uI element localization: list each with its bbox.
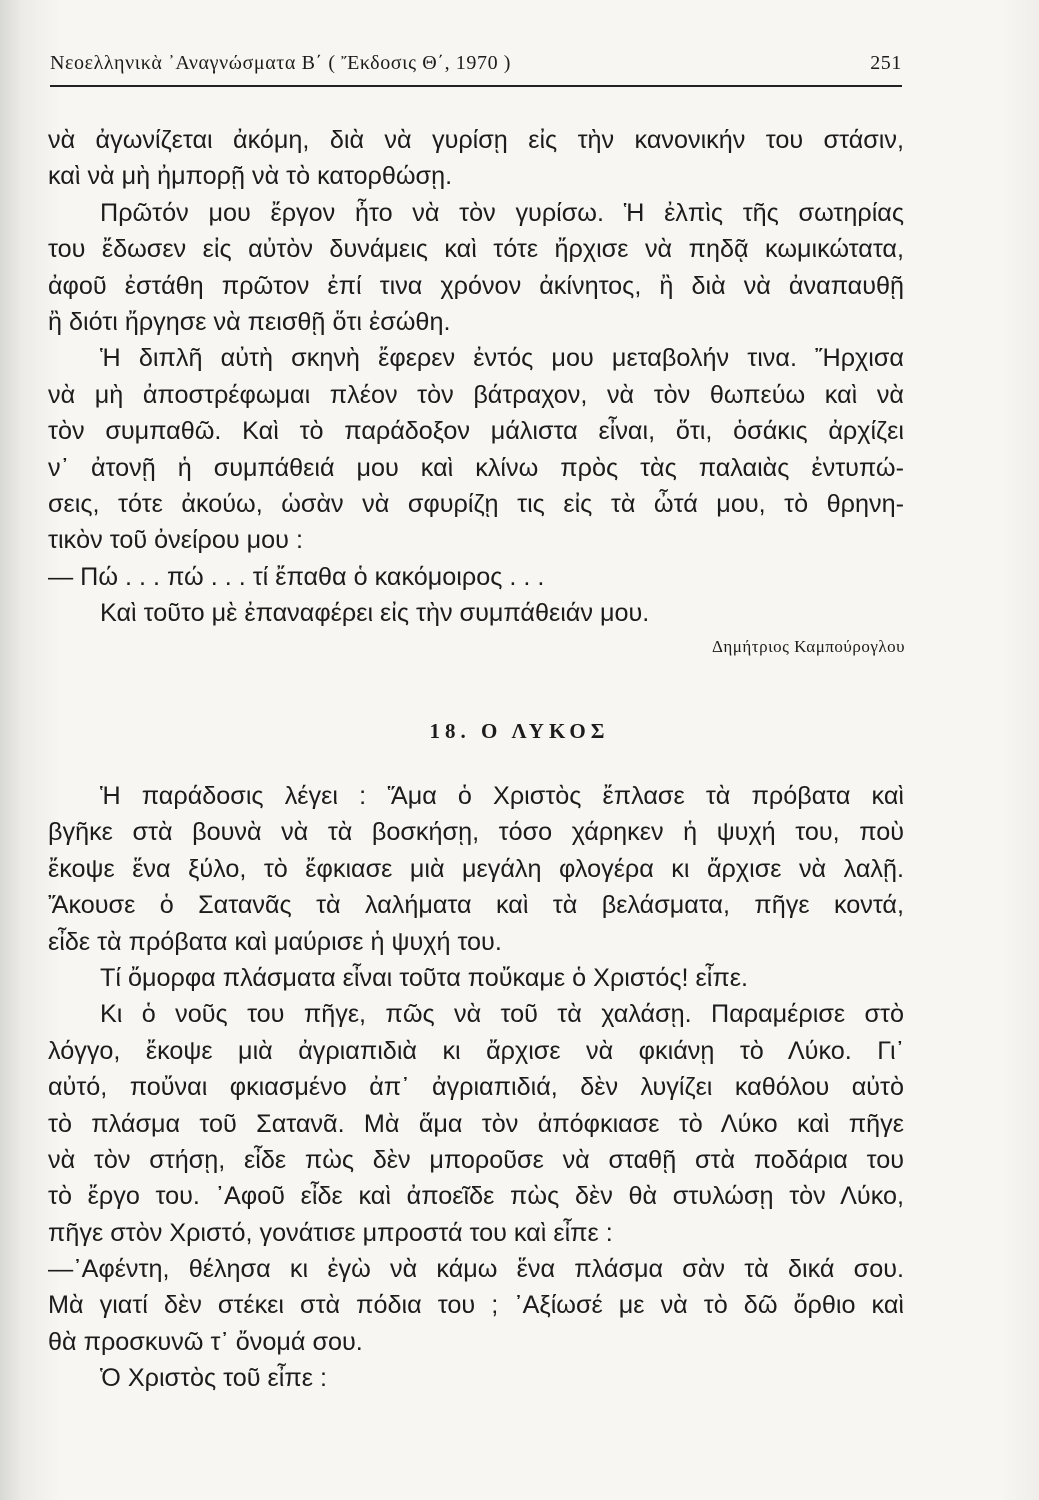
text-line: τὸ ἔργο του. ᾿Αφοῦ εἶδε καὶ ἀποεῖδε πὼς δὲν θὰ στυλώσῃ τὸν Λύκο, <box>48 1182 904 1211</box>
text-line: σεις, τότε ἀκούω, ὡσὰν νὰ σφυρίζῃ τις εἰς τὰ ὦτά μου, τὸ θρηνη- <box>48 489 904 518</box>
text-line: Ἡ διπλῆ αὐτὴ σκηνὴ ἔφερεν ἐντός μου μεταβολήν τινα. Ἤρχισα <box>100 344 904 373</box>
text-line: Ἄκουσε ὁ Σατανᾶς τὰ λαλήματα καὶ τὰ βελάσματα, πῆγε κοντά, <box>48 891 904 920</box>
text-line: Καὶ τοῦτο μὲ ἐπαναφέρει εἰς τὴν συμπάθειάν μου. <box>100 599 650 628</box>
text-line: Ὁ Χριστὸς τοῦ εἶπε : <box>100 1364 327 1393</box>
text-line: τικὸν τοῦ ὀνείρου μου : <box>48 526 303 555</box>
text-line: Πρῶτόν μου ἔργον ἦτο νὰ τὸν γυρίσω. Ἡ ἐλπὶς τῆς σωτηρίας <box>100 198 904 227</box>
text-line: νὰ τὸν στήσῃ, εἶδε πὼς δὲν μποροῦσε νὰ σταθῇ στὰ ποδάρια του <box>48 1145 904 1174</box>
running-header <box>50 44 902 80</box>
text-line: Ἡ παράδοσις λέγει : Ἅμα ὁ Χριστὸς ἔπλασε τὰ πρόβατα καὶ <box>100 782 904 810</box>
text-line: βγῆκε στὰ βουνὰ νὰ τὰ βοσκήσῃ, τόσο χάρηκεν ἡ ψυχή του, ποὺ <box>48 818 904 847</box>
text-line: νὰ μὴ ἀποστρέφωμαι πλέον τὸν βάτραχον, νὰ τὸν θωπεύω καὶ νὰ <box>48 380 904 409</box>
text-line: τὸν συμπαθῶ. Καὶ τὸ παράδοξον μάλιστα εἶναι, ὅτι, ὁσάκις ἀρχίζει <box>48 417 904 446</box>
text-line: ἢ διότι ἤργησε νὰ πεισθῇ ὅτι ἐσώθη. <box>48 307 451 336</box>
text-line: αὐτό, ποὔναι φκιασμένο ἀπ᾽ ἀγριαπιδιά, δὲν λυγίζει καθόλου αὐτὸ <box>48 1073 904 1102</box>
chapter-body-text <box>48 778 904 1397</box>
chapter-title: 18. Ο ΛΥΚΟΣ <box>429 719 610 743</box>
text-line: του ἔδωσεν εἰς αὐτὸν δυνάμεις καὶ τότε ἤρχισε νὰ πηδᾷ κωμικώτατα, <box>48 235 904 264</box>
author-signature: Δημήτριος Καμπούρογλου <box>711 637 905 656</box>
text-line: εἶδε τὰ πρόβατα καὶ μαύρισε ἡ ψυχή του. <box>48 927 502 956</box>
text-line: Τί ὄμορφα πλάσματα εἶναι τοῦτα ποὔκαμε ὁ Χριστός! εἶπε. <box>100 963 748 992</box>
text-line: καὶ νὰ μὴ ἠμπορῇ νὰ τὸ κατορθώσῃ. <box>48 162 453 191</box>
text-line: λόγγο, ἔκοψε μιὰ ἀγριαπιδιὰ κι ἄρχισε νὰ φκιάνῃ τὸ Λύκο. Γι᾽ <box>48 1036 904 1065</box>
text-line: ἀφοῦ ἐστάθη πρῶτον ἐπί τινα χρόνον ἀκίνητος, ἢ διὰ νὰ ἀναπαυθῇ <box>48 271 904 300</box>
dialogue-line: —᾿Αφέντη, θέλησα κι ἐγὼ νὰ κάμω ἕνα πλάσμα σὰν τὰ δικά σου. <box>48 1255 904 1284</box>
text-line: Κι ὁ νοῦς του πῆγε, πῶς νὰ τοῦ τὰ χαλάσῃ. Παραμέρισε στὸ <box>100 1000 904 1029</box>
page-number: 251 <box>870 52 902 74</box>
text-line: πῆγε στὸν Χριστό, γονάτισε μπροστά του καὶ εἶπε : <box>48 1218 613 1247</box>
story-continuation-text <box>48 122 904 631</box>
text-line: νὰ ἀγωνίζεται ἀκόμη, διὰ νὰ γυρίσῃ εἰς τὴν κανονικήν του στάσιν, <box>48 126 904 154</box>
text-line: Μὰ γιατί δὲν στέκει στὰ πόδια του ; ᾿Αξίωσέ με νὰ τὸ δῶ ὄρθιο καὶ <box>48 1291 904 1320</box>
text-line: ν᾽ ἀτονῇ ἡ συμπάθειά μου καὶ κλίνω πρὸς τὰς παλαιὰς ἐντυπώ- <box>48 453 904 482</box>
dialogue-line: — Πώ . . . πώ . . . τί ἔπαθα ὁ κακόμοιρος . . . <box>48 562 545 591</box>
header-divider <box>50 85 902 87</box>
header-book-title: Νεοελληνικὰ ᾿Αναγνώσματα Β΄ ( Ἔκδοσις Θ΄, 1970 ) <box>50 52 512 74</box>
text-line: τὸ πλάσμα τοῦ Σατανᾶ. Μὰ ἅμα τὸν ἀπόφκιασε τὸ Λύκο καὶ πῆγε <box>48 1109 904 1138</box>
text-line: ἔκοψε ἕνα ξύλο, τὸ ἔφκιασε μιὰ μεγάλη φλογέρα κι ἄρχισε νὰ λαλῇ. <box>48 854 904 883</box>
text-line: θὰ προσκυνῶ τ᾽ ὄνομά σου. <box>48 1327 363 1356</box>
